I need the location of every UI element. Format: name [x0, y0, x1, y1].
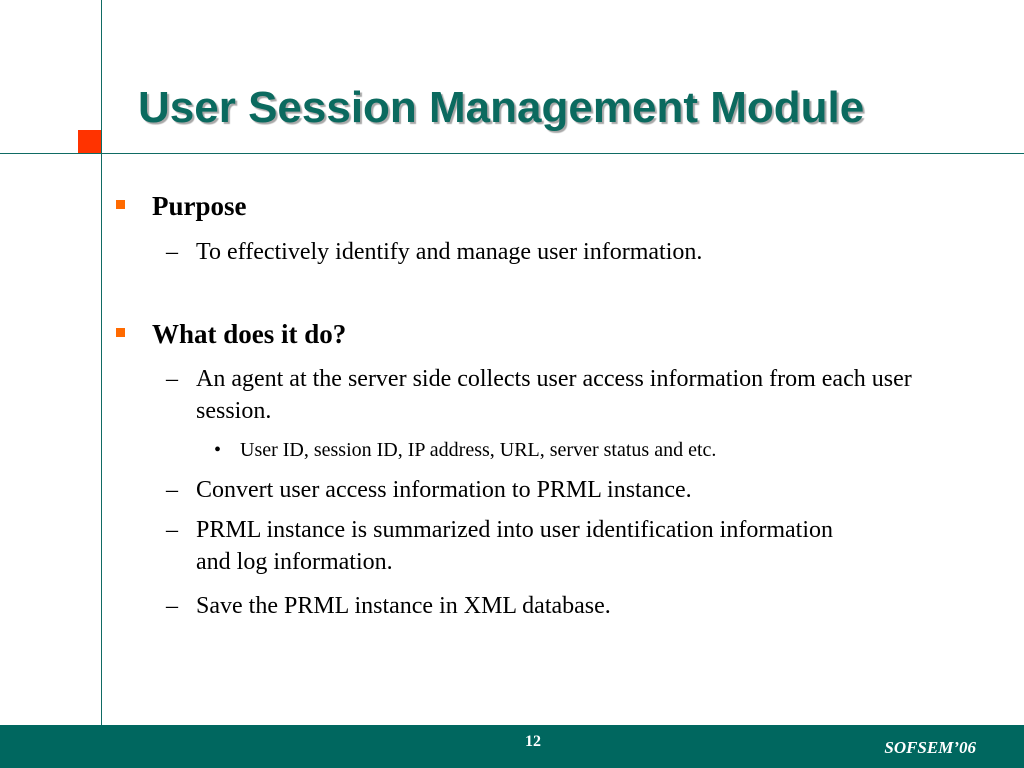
slide-title: User Session Management Module — [138, 83, 865, 132]
page-number-text: 12 — [525, 733, 541, 750]
page-number — [0, 732, 1024, 752]
square-bullet-icon — [116, 200, 125, 209]
function-item: PRML instance is summarized into user identification information and log information. — [196, 517, 833, 575]
function-subitem: User ID, session ID, IP address, URL, server status and etc. — [240, 439, 717, 461]
function-item: Save the PRML instance in XML database. — [196, 593, 611, 619]
function-item: Convert user access information to PRML instance. — [196, 477, 692, 503]
section-heading-what-does-it-do: What does it do? — [152, 319, 347, 349]
footer-conference-label: SOFSEM’06 — [884, 738, 976, 757]
dash-icon: – — [166, 517, 178, 543]
dot-bullet-icon: • — [214, 439, 222, 461]
dash-icon: – — [166, 477, 178, 503]
dash-icon: – — [166, 239, 178, 265]
section-heading-purpose: Purpose — [152, 191, 247, 221]
dash-icon: – — [166, 593, 178, 619]
function-item: An agent at the server side collects user access information from each user session. — [196, 366, 912, 424]
purpose-item: To effectively identify and manage user information. — [196, 239, 703, 265]
dash-icon: – — [166, 366, 178, 392]
square-bullet-icon — [116, 328, 125, 337]
